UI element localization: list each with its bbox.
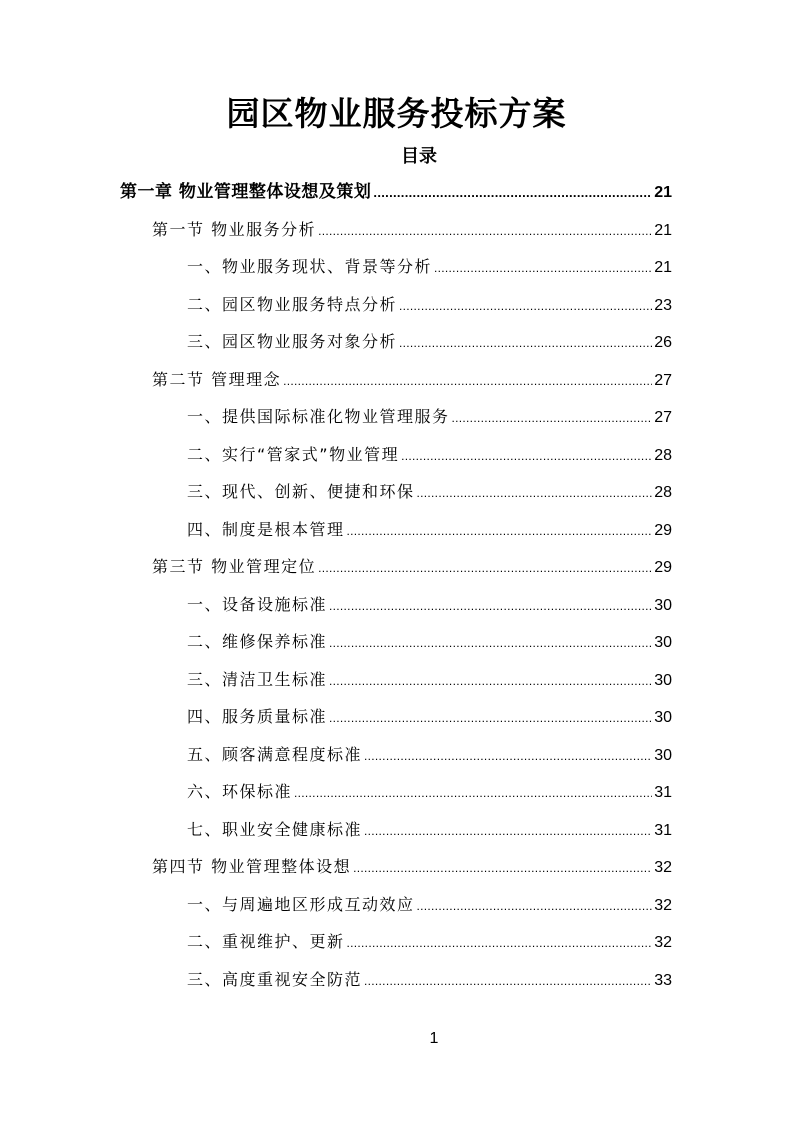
toc-entry-label: 一、物业服务现状、背景等分析	[187, 257, 433, 276]
toc-dot-leader	[318, 553, 652, 583]
toc-dot-leader	[399, 291, 652, 321]
toc-entry-page: 30	[654, 709, 672, 726]
toc-dot-leader	[417, 891, 653, 921]
toc-entry-label: 四、制度是根本管理	[187, 520, 345, 539]
toc-dot-leader	[373, 178, 652, 208]
toc-entry-label: 第一章 物业管理整体设想及策划	[120, 182, 372, 202]
toc-entry-page: 29	[654, 522, 672, 539]
toc-entry-page: 32	[654, 897, 672, 914]
toc-entry-subsection[interactable]	[187, 290, 672, 320]
toc-entry-label: 第一节 物业服务分析	[152, 220, 317, 239]
toc-entry-page: 31	[654, 784, 672, 801]
toc-entry-subsection[interactable]	[187, 252, 672, 282]
toc-entry-subsection[interactable]	[187, 740, 672, 770]
toc-entry-chapter[interactable]	[120, 177, 672, 207]
toc-dot-leader	[329, 703, 652, 733]
toc-entry-subsection[interactable]	[187, 590, 672, 620]
toc-entry-page: 29	[654, 559, 672, 576]
toc-entry-label: 三、现代、创新、便捷和环保	[187, 482, 415, 501]
toc-entry-subsection[interactable]	[187, 515, 672, 545]
toc-entry-subsection[interactable]	[187, 627, 672, 657]
toc-entry-subsection[interactable]	[187, 402, 672, 432]
toc-entry-subsection[interactable]	[187, 890, 672, 920]
toc-dot-leader	[329, 591, 652, 621]
toc-entry-page: 23	[654, 297, 672, 314]
toc-entry-label: 二、园区物业服务特点分析	[187, 295, 398, 314]
toc-entry-section[interactable]	[152, 852, 672, 882]
toc-entry-page: 27	[654, 409, 672, 426]
toc-entry-label: 二、重视维护、更新	[187, 932, 345, 951]
toc-entry-page: 21	[654, 184, 672, 201]
toc-dot-leader	[329, 666, 652, 696]
toc-entry-label: 七、职业安全健康标准	[187, 820, 363, 839]
toc-entry-label: 五、顾客满意程度标准	[187, 745, 363, 764]
toc-entry-page: 30	[654, 672, 672, 689]
toc-entry-subsection[interactable]	[187, 702, 672, 732]
toc-entry-section[interactable]	[152, 365, 672, 395]
toc-dot-leader	[364, 816, 652, 846]
toc-entry-label: 四、服务质量标准	[187, 707, 328, 726]
toc-entry-label: 一、与周遍地区形成互动效应	[187, 895, 415, 914]
toc-entry-section[interactable]	[152, 552, 672, 582]
toc-entry-label: 三、高度重视安全防范	[187, 970, 363, 989]
toc-entry-subsection[interactable]	[187, 440, 672, 470]
toc-heading: 目录	[401, 146, 437, 167]
toc-entry-page: 28	[654, 447, 672, 464]
toc-dot-leader	[401, 441, 652, 471]
toc-entry-label: 第三节 物业管理定位	[152, 557, 317, 576]
toc-entry-subsection[interactable]	[187, 815, 672, 845]
toc-entry-subsection[interactable]	[187, 665, 672, 695]
toc-entry-subsection[interactable]	[187, 777, 672, 807]
toc-entry-label: 第四节 物业管理整体设想	[152, 857, 352, 876]
toc-entry-page: 26	[654, 334, 672, 351]
toc-dot-leader	[294, 778, 652, 808]
toc-entry-section[interactable]	[152, 215, 672, 245]
toc-dot-leader	[347, 928, 653, 958]
toc-entry-page: 28	[654, 484, 672, 501]
toc-entry-label: 一、提供国际标准化物业管理服务	[187, 407, 450, 426]
toc-entry-subsection[interactable]	[187, 965, 672, 995]
toc-entry-page: 21	[654, 259, 672, 276]
toc-entry-page: 32	[654, 934, 672, 951]
toc-entry-page: 30	[654, 597, 672, 614]
toc-dot-leader	[417, 478, 653, 508]
toc-dot-leader	[364, 966, 652, 996]
page-number: 1	[429, 1030, 439, 1047]
toc-entry-label: 二、维修保养标准	[187, 632, 328, 651]
toc-dot-leader	[434, 253, 652, 283]
toc-entry-label: 六、环保标准	[187, 782, 293, 801]
toc-entry-page: 30	[654, 747, 672, 764]
toc-dot-leader	[364, 741, 652, 771]
toc-entry-page: 21	[654, 222, 672, 239]
toc-dot-leader	[347, 516, 653, 546]
document-title: 园区物业服务投标方案	[226, 94, 567, 133]
toc-dot-leader	[329, 628, 652, 658]
toc-entry-page: 27	[654, 372, 672, 389]
toc-entry-label: 一、设备设施标准	[187, 595, 328, 614]
toc-entry-subsection[interactable]	[187, 927, 672, 957]
toc-entry-page: 32	[654, 859, 672, 876]
toc-entry-label: 第二节 管理理念	[152, 370, 282, 389]
toc-dot-leader	[452, 403, 653, 433]
toc-dot-leader	[283, 366, 652, 396]
toc-entry-page: 30	[654, 634, 672, 651]
toc-entry-label: 三、清洁卫生标准	[187, 670, 328, 689]
toc-entry-subsection[interactable]	[187, 327, 672, 357]
toc-entry-page: 31	[654, 822, 672, 839]
toc-dot-leader	[399, 328, 652, 358]
toc-entry-subsection[interactable]	[187, 477, 672, 507]
toc-entry-label: 三、园区物业服务对象分析	[187, 332, 398, 351]
toc-entry-page: 33	[654, 972, 672, 989]
toc-dot-leader	[318, 216, 652, 246]
toc-entry-label: 二、实行“管家式”物业管理	[187, 445, 400, 464]
toc-dot-leader	[353, 853, 652, 883]
